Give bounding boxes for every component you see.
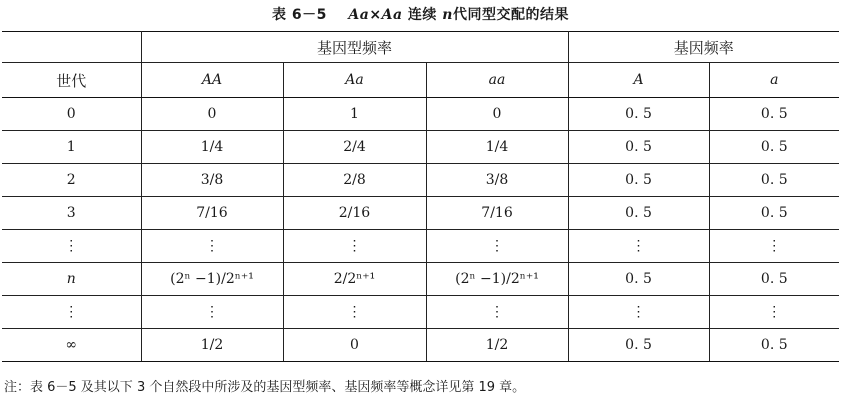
cell-aa: 7/16 <box>426 197 568 230</box>
cell-gen: 2 <box>2 164 141 197</box>
table-row <box>2 230 839 263</box>
cell-Aa: 2/2ⁿ⁺¹ <box>283 263 426 296</box>
cell-A: ⋮ <box>568 230 709 263</box>
cell-gen: ⋮ <box>2 296 141 329</box>
results-table <box>2 31 839 362</box>
table-row <box>2 164 839 197</box>
cell-A: 0. 5 <box>568 164 709 197</box>
table-row <box>2 197 839 230</box>
header-row-groups <box>2 32 839 63</box>
cell-a: 0. 5 <box>709 98 839 131</box>
cell-AA: 3/8 <box>141 164 283 197</box>
cell-AA: (2ⁿ −1)/2ⁿ⁺¹ <box>141 263 283 296</box>
cell-gen: ⋮ <box>2 230 141 263</box>
header-col-AA: AA <box>141 63 283 98</box>
header-col-A: A <box>568 63 709 98</box>
table-row <box>2 329 839 362</box>
header-col-Aa: Aa <box>283 63 426 98</box>
table-row <box>2 263 839 296</box>
header-col-a: a <box>709 63 839 98</box>
cell-gen: ∞ <box>2 329 141 362</box>
cell-gen: 1 <box>2 131 141 164</box>
table-note: 注：表 6－5 及其以下 3 个自然段中所涉及的基因型频率、基因频率等概念详见第 19 章。 <box>4 380 526 395</box>
cell-AA: 7/16 <box>141 197 283 230</box>
cell-AA: 0 <box>141 98 283 131</box>
table-caption <box>0 4 841 24</box>
cell-AA: ⋮ <box>141 230 283 263</box>
caption-n: n <box>442 7 453 23</box>
caption-label: 表 6－5 <box>272 7 327 23</box>
caption-times: × <box>369 7 382 23</box>
cell-aa: ⋮ <box>426 230 568 263</box>
header-generation: 世代 <box>2 63 141 98</box>
cell-a: ⋮ <box>709 296 839 329</box>
cell-aa: 1/4 <box>426 131 568 164</box>
cell-A: 0. 5 <box>568 329 709 362</box>
cell-Aa: 2/8 <box>283 164 426 197</box>
table-row <box>2 131 839 164</box>
cell-gen: 0 <box>2 98 141 131</box>
cell-aa: 0 <box>426 98 568 131</box>
table-row <box>2 296 839 329</box>
caption-cross-2: Aa <box>381 7 403 23</box>
cell-AA: ⋮ <box>141 296 283 329</box>
caption-cross-1: Aa <box>348 7 370 23</box>
cell-a: ⋮ <box>709 230 839 263</box>
cell-aa: 3/8 <box>426 164 568 197</box>
cell-aa: ⋮ <box>426 296 568 329</box>
cell-Aa: 2/4 <box>283 131 426 164</box>
table-body <box>2 98 839 362</box>
cell-AA: 1/4 <box>141 131 283 164</box>
cell-a: 0. 5 <box>709 131 839 164</box>
header-col-aa: aa <box>426 63 568 98</box>
cell-Aa: 0 <box>283 329 426 362</box>
cell-AA: 1/2 <box>141 329 283 362</box>
cell-a: 0. 5 <box>709 197 839 230</box>
cell-aa: (2ⁿ −1)/2ⁿ⁺¹ <box>426 263 568 296</box>
cell-A: 0. 5 <box>568 98 709 131</box>
cell-Aa: 2/16 <box>283 197 426 230</box>
cell-Aa: 1 <box>283 98 426 131</box>
header-genotype-frequency: 基因型频率 <box>141 32 568 63</box>
cell-aa: 1/2 <box>426 329 568 362</box>
cell-a: 0. 5 <box>709 164 839 197</box>
header-row-columns <box>2 63 839 98</box>
cell-a: 0. 5 <box>709 263 839 296</box>
cell-gen: 3 <box>2 197 141 230</box>
table-row <box>2 98 839 131</box>
cell-A: 0. 5 <box>568 131 709 164</box>
header-empty-cell <box>2 32 141 63</box>
cell-a: 0. 5 <box>709 329 839 362</box>
header-gene-frequency: 基因频率 <box>568 32 839 63</box>
cell-A: 0. 5 <box>568 263 709 296</box>
caption-text-1: 连续 <box>407 7 437 23</box>
caption-text-2: 代同型交配的结果 <box>452 7 569 23</box>
cell-gen: n <box>2 263 141 296</box>
cell-Aa: ⋮ <box>283 230 426 263</box>
cell-A: ⋮ <box>568 296 709 329</box>
cell-A: 0. 5 <box>568 197 709 230</box>
cell-Aa: ⋮ <box>283 296 426 329</box>
